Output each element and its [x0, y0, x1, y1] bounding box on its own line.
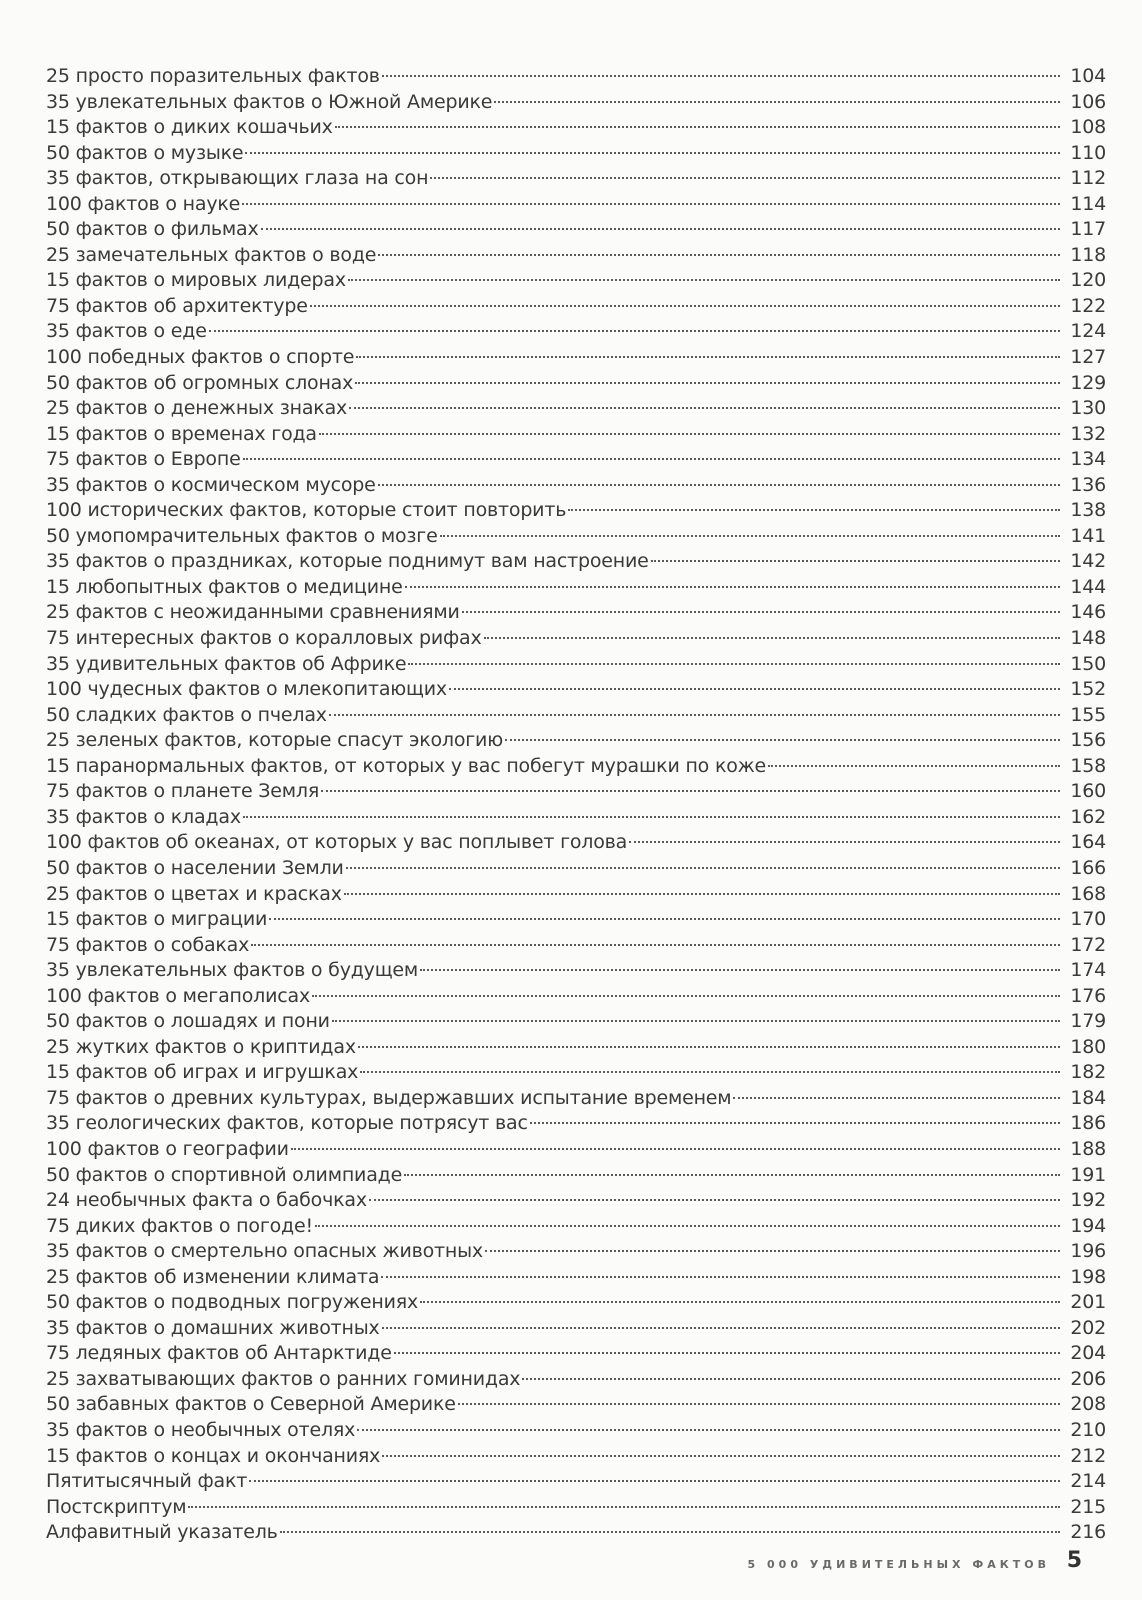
toc-entry-page: 158	[1070, 754, 1106, 777]
toc-dot-leader	[332, 1020, 1060, 1022]
toc-entry-title: 35 фактов о необычных отелях	[46, 1418, 356, 1441]
toc-entry-page: 192	[1070, 1189, 1106, 1212]
toc-entry	[46, 1239, 1106, 1265]
toc-entry-title: 75 фактов о собаках	[46, 933, 250, 956]
toc-entry-title: 50 умопомрачительных фактов о мозге	[46, 524, 438, 547]
toc-entry-title: 35 увлекательных фактов о Южной Америке	[46, 90, 493, 113]
toc-entry-page: 196	[1070, 1240, 1106, 1263]
toc-entry-page: 194	[1070, 1214, 1106, 1237]
toc-dot-leader	[369, 1199, 1060, 1201]
toc-entry	[46, 422, 1106, 448]
toc-entry	[46, 1188, 1106, 1214]
toc-dot-leader	[733, 1097, 1060, 1099]
toc-entry-page: 214	[1070, 1470, 1106, 1493]
toc-entry-title: 75 диких фактов о погоде!	[46, 1214, 313, 1237]
toc-dot-leader	[651, 560, 1060, 562]
toc-entry	[46, 1469, 1106, 1495]
toc-entry-title: 35 фактов о еде	[46, 320, 207, 343]
toc-entry-title: 100 фактов о географии	[46, 1137, 289, 1160]
toc-entry	[46, 703, 1106, 729]
toc-entry	[46, 447, 1106, 473]
toc-dot-leader	[405, 586, 1060, 588]
toc-entry-page: 132	[1070, 422, 1106, 445]
toc-entry-title: 100 фактов о мегаполисах	[46, 984, 310, 1007]
toc-entry	[46, 882, 1106, 908]
table-of-contents	[46, 64, 1106, 1546]
toc-entry-title: 50 фактов о лошадях и пони	[46, 1010, 330, 1033]
toc-entry-page: 127	[1070, 346, 1106, 369]
toc-entry-page: 191	[1070, 1163, 1106, 1186]
toc-dot-leader	[408, 663, 1060, 665]
toc-entry	[46, 166, 1106, 192]
toc-dot-leader	[494, 101, 1060, 103]
toc-entry	[46, 1265, 1106, 1291]
toc-entry-title: 50 фактов о музыке	[46, 141, 244, 164]
toc-dot-leader	[358, 1046, 1060, 1048]
toc-entry	[46, 1520, 1106, 1546]
toc-entry-title: Алфавитный указатель	[46, 1521, 278, 1544]
toc-dot-leader	[394, 1352, 1060, 1354]
toc-dot-leader	[360, 1071, 1060, 1073]
toc-entry	[46, 1214, 1106, 1240]
toc-entry-page: 150	[1070, 652, 1106, 675]
toc-entry	[46, 1009, 1106, 1035]
toc-dot-leader	[440, 535, 1060, 537]
toc-dot-leader	[484, 637, 1060, 639]
toc-entry-page: 186	[1070, 1112, 1106, 1135]
toc-dot-leader	[356, 356, 1060, 358]
toc-entry-title: 75 фактов о древних культурах, выдержавших испытание временем	[46, 1086, 732, 1109]
toc-entry-title: 35 фактов о праздниках, которые поднимут вам настроение	[46, 550, 649, 573]
toc-entry	[46, 1341, 1106, 1367]
toc-dot-leader	[335, 126, 1060, 128]
toc-entry-page: 124	[1070, 320, 1106, 343]
toc-entry	[46, 319, 1106, 345]
toc-entry-page: 204	[1070, 1342, 1106, 1365]
toc-entry	[46, 64, 1106, 90]
toc-dot-leader	[462, 611, 1060, 613]
toc-entry-title: 25 фактов об изменении климата	[46, 1265, 380, 1288]
toc-entry-title: 25 жутких фактов о криптидах	[46, 1035, 356, 1058]
toc-entry-title: 15 паранормальных фактов, от которых у вас побегут мурашки по коже	[46, 754, 767, 777]
toc-entry	[46, 984, 1106, 1010]
toc-entry-title: 15 фактов о мировых лидерах	[46, 269, 346, 292]
toc-dot-leader	[188, 1506, 1060, 1508]
toc-dot-leader	[430, 177, 1060, 179]
toc-entry	[46, 677, 1106, 703]
toc-entry	[46, 243, 1106, 269]
toc-entry-page: 142	[1070, 550, 1106, 573]
toc-entry-page: 138	[1070, 499, 1106, 522]
toc-entry-page: 202	[1070, 1316, 1106, 1339]
toc-entry-title: 100 победных фактов о спорте	[46, 346, 355, 369]
toc-entry-page: 170	[1070, 908, 1106, 931]
toc-dot-leader	[382, 75, 1060, 77]
toc-entry-page: 129	[1070, 371, 1106, 394]
toc-entry-title: 50 фактов о населении Земли	[46, 856, 344, 879]
toc-dot-leader	[315, 1225, 1060, 1227]
toc-entry	[46, 933, 1106, 959]
toc-entry-page: 201	[1070, 1291, 1106, 1314]
toc-entry	[46, 1418, 1106, 1444]
toc-dot-leader	[404, 1174, 1060, 1176]
toc-entry	[46, 728, 1106, 754]
toc-entry-title: 50 фактов о подводных погружениях	[46, 1291, 419, 1314]
toc-entry-page: 122	[1070, 294, 1106, 317]
toc-dot-leader	[329, 714, 1060, 716]
toc-entry-page: 148	[1070, 627, 1106, 650]
toc-entry-page: 206	[1070, 1367, 1106, 1390]
toc-entry	[46, 600, 1106, 626]
page-number: 5	[1066, 1548, 1082, 1573]
toc-entry	[46, 575, 1106, 601]
toc-dot-leader	[568, 509, 1060, 511]
toc-dot-leader	[344, 893, 1060, 895]
toc-entry	[46, 345, 1106, 371]
toc-entry-page: 162	[1070, 805, 1106, 828]
toc-dot-leader	[243, 816, 1060, 818]
toc-dot-leader	[530, 1122, 1060, 1124]
toc-entry	[46, 1367, 1106, 1393]
toc-entry-page: 184	[1070, 1086, 1106, 1109]
toc-entry	[46, 907, 1106, 933]
toc-entry	[46, 1111, 1106, 1137]
toc-entry-page: 156	[1070, 729, 1106, 752]
toc-entry-page: 164	[1070, 831, 1106, 854]
toc-entry-page: 174	[1070, 959, 1106, 982]
toc-entry-title: 35 геологических фактов, которые потрясут вас	[46, 1112, 528, 1135]
running-title: 5 000 УДИВИТЕЛЬНЫХ ФАКТОВ	[747, 1558, 1050, 1571]
toc-entry	[46, 1035, 1106, 1061]
toc-entry-title: 75 фактов о Европе	[46, 448, 241, 471]
toc-dot-leader	[629, 841, 1060, 843]
toc-entry-title: 35 фактов о смертельно опасных животных	[46, 1240, 483, 1263]
toc-dot-leader	[348, 279, 1060, 281]
toc-entry	[46, 754, 1106, 780]
toc-entry-title: 15 любопытных фактов о медицине	[46, 575, 403, 598]
toc-dot-leader	[346, 867, 1060, 869]
toc-entry	[46, 1290, 1106, 1316]
toc-entry-title: 15 фактов о диких кошачьих	[46, 116, 333, 139]
toc-entry	[46, 856, 1106, 882]
toc-dot-leader	[261, 228, 1060, 230]
toc-entry-title: 50 фактов о фильмах	[46, 218, 259, 241]
toc-entry-page: 118	[1070, 243, 1106, 266]
toc-entry-page: 208	[1070, 1393, 1106, 1416]
toc-entry-page: 134	[1070, 448, 1106, 471]
toc-entry-title: 35 увлекательных фактов о будущем	[46, 959, 419, 982]
toc-dot-leader	[249, 1480, 1060, 1482]
toc-dot-leader	[522, 1378, 1060, 1380]
toc-entry-title: 25 фактов с неожиданными сравнениями	[46, 601, 460, 624]
toc-entry-title: 75 ледяных фактов об Антарктиде	[46, 1342, 392, 1365]
toc-entry-page: 166	[1070, 856, 1106, 879]
toc-dot-leader	[768, 765, 1060, 767]
toc-entry	[46, 268, 1106, 294]
toc-entry-page: 168	[1070, 882, 1106, 905]
toc-entry	[46, 779, 1106, 805]
toc-entry-page: 141	[1070, 524, 1106, 547]
toc-dot-leader	[357, 1429, 1060, 1431]
toc-dot-leader	[382, 1327, 1060, 1329]
toc-dot-leader	[355, 382, 1060, 384]
toc-dot-leader	[378, 484, 1060, 486]
toc-entry	[46, 115, 1106, 141]
toc-entry-title: 75 фактов о планете Земля	[46, 780, 320, 803]
toc-entry-page: 120	[1070, 269, 1106, 292]
toc-entry-page: 104	[1070, 65, 1106, 87]
toc-entry-page: 110	[1070, 141, 1106, 164]
toc-dot-leader	[449, 688, 1060, 690]
toc-dot-leader	[458, 1403, 1060, 1405]
toc-entry-page: 152	[1070, 678, 1106, 701]
toc-entry	[46, 294, 1106, 320]
toc-entry	[46, 830, 1106, 856]
toc-dot-leader	[321, 790, 1060, 792]
toc-entry-title: 15 фактов о концах и окончаниях	[46, 1444, 381, 1467]
toc-entry-title: 25 фактов о денежных знаках	[46, 397, 348, 420]
toc-dot-leader	[251, 944, 1060, 946]
toc-entry-page: 216	[1070, 1521, 1106, 1544]
toc-entry	[46, 1137, 1106, 1163]
toc-dot-leader	[319, 433, 1060, 435]
toc-entry	[46, 805, 1106, 831]
toc-entry-title: 35 фактов о космическом мусоре	[46, 473, 376, 496]
toc-entry	[46, 958, 1106, 984]
toc-dot-leader	[349, 407, 1060, 409]
toc-entry	[46, 1316, 1106, 1342]
toc-entry-title: 50 фактов о спортивной олимпиаде	[46, 1163, 403, 1186]
toc-entry-page: 210	[1070, 1418, 1106, 1441]
toc-entry-page: 146	[1070, 601, 1106, 624]
toc-entry-page: 212	[1070, 1444, 1106, 1467]
toc-dot-leader	[209, 330, 1060, 332]
toc-entry-title: 25 замечательных фактов о воде	[46, 243, 377, 266]
toc-entry	[46, 626, 1106, 652]
toc-entry	[46, 1392, 1106, 1418]
toc-dot-leader	[382, 1455, 1060, 1457]
toc-entry-title: 24 необычных факта о бабочках	[46, 1189, 367, 1212]
toc-entry-page: 172	[1070, 933, 1106, 956]
toc-entry-title: 25 захватывающих фактов о ранних гоминидах	[46, 1367, 521, 1390]
toc-entry-title: 25 зеленых фактов, которые спасут экологию	[46, 729, 503, 752]
toc-entry-page: 155	[1070, 703, 1106, 726]
toc-entry-title: 50 фактов об огромных слонах	[46, 371, 354, 394]
toc-entry-page: 188	[1070, 1137, 1106, 1160]
toc-dot-leader	[242, 203, 1060, 205]
toc-entry-page: 180	[1070, 1035, 1106, 1058]
toc-entry-page: 114	[1070, 192, 1106, 215]
toc-entry-page: 130	[1070, 397, 1106, 420]
toc-entry	[46, 1163, 1106, 1189]
toc-entry-title: 35 фактов, открывающих глаза на сон	[46, 167, 429, 190]
toc-entry	[46, 652, 1106, 678]
toc-dot-leader	[378, 254, 1060, 256]
toc-dot-leader	[269, 918, 1060, 920]
toc-entry-page: 117	[1070, 218, 1106, 241]
toc-entry	[46, 192, 1106, 218]
toc-dot-leader	[245, 152, 1060, 154]
toc-entry-title: Пятитысячный факт	[46, 1470, 248, 1493]
toc-entry-title: 100 чудесных фактов о млекопитающих	[46, 678, 447, 701]
toc-entry	[46, 217, 1106, 243]
toc-entry-title: 75 интересных фактов о коралловых рифах	[46, 627, 482, 650]
toc-dot-leader	[485, 1250, 1060, 1252]
toc-dot-leader	[420, 1301, 1060, 1303]
toc-entry-title: 100 фактов об океанах, от которых у вас поплывет голова	[46, 831, 628, 854]
toc-entry-page: 182	[1070, 1061, 1106, 1084]
toc-dot-leader	[291, 1148, 1060, 1150]
toc-dot-leader	[312, 995, 1060, 997]
toc-dot-leader	[420, 969, 1060, 971]
toc-entry	[46, 1444, 1106, 1470]
toc-entry-page: 160	[1070, 780, 1106, 803]
toc-dot-leader	[505, 739, 1060, 741]
toc-entry-title: 35 фактов о кладах	[46, 805, 241, 828]
toc-dot-leader	[243, 458, 1060, 460]
toc-entry-title: 75 фактов об архитектуре	[46, 294, 308, 317]
toc-entry	[46, 371, 1106, 397]
toc-entry	[46, 498, 1106, 524]
toc-entry-title: 15 фактов о временах года	[46, 422, 317, 445]
toc-entry-page: 112	[1070, 167, 1106, 190]
toc-dot-leader	[381, 1276, 1060, 1278]
toc-entry-title: 25 просто поразительных фактов	[46, 65, 380, 87]
toc-entry	[46, 473, 1106, 499]
toc-entry-title: 15 фактов об играх и игрушках	[46, 1061, 359, 1084]
toc-entry-page: 108	[1070, 116, 1106, 139]
toc-entry-title: 50 забавных фактов о Северной Америке	[46, 1393, 456, 1416]
toc-entry-title: 15 фактов о миграции	[46, 908, 268, 931]
toc-entry-title: 35 удивительных фактов об Африке	[46, 652, 407, 675]
toc-entry	[46, 141, 1106, 167]
toc-dot-leader	[310, 305, 1060, 307]
toc-entry-title: Постскриптум	[46, 1495, 187, 1518]
toc-entry-page: 215	[1070, 1495, 1106, 1518]
toc-entry	[46, 1060, 1106, 1086]
toc-entry-title: 35 фактов о домашних животных	[46, 1316, 380, 1339]
toc-entry	[46, 549, 1106, 575]
toc-dot-leader	[280, 1531, 1060, 1533]
toc-entry	[46, 396, 1106, 422]
toc-entry-title: 50 сладких фактов о пчелах	[46, 703, 327, 726]
toc-entry-page: 198	[1070, 1265, 1106, 1288]
toc-entry-title: 25 фактов о цветах и красках	[46, 882, 342, 905]
toc-entry	[46, 1495, 1106, 1521]
toc-entry-page: 136	[1070, 473, 1106, 496]
toc-entry-title: 100 фактов о науке	[46, 192, 241, 215]
toc-entry-title: 100 исторических фактов, которые стоит повторить	[46, 499, 567, 522]
toc-entry	[46, 1086, 1106, 1112]
toc-entry-page: 176	[1070, 984, 1106, 1007]
toc-entry-page: 179	[1070, 1010, 1106, 1033]
toc-entry	[46, 90, 1106, 116]
toc-entry-page: 106	[1070, 90, 1106, 113]
page-footer	[0, 1548, 1142, 1578]
toc-entry-page: 144	[1070, 575, 1106, 598]
toc-entry	[46, 524, 1106, 550]
